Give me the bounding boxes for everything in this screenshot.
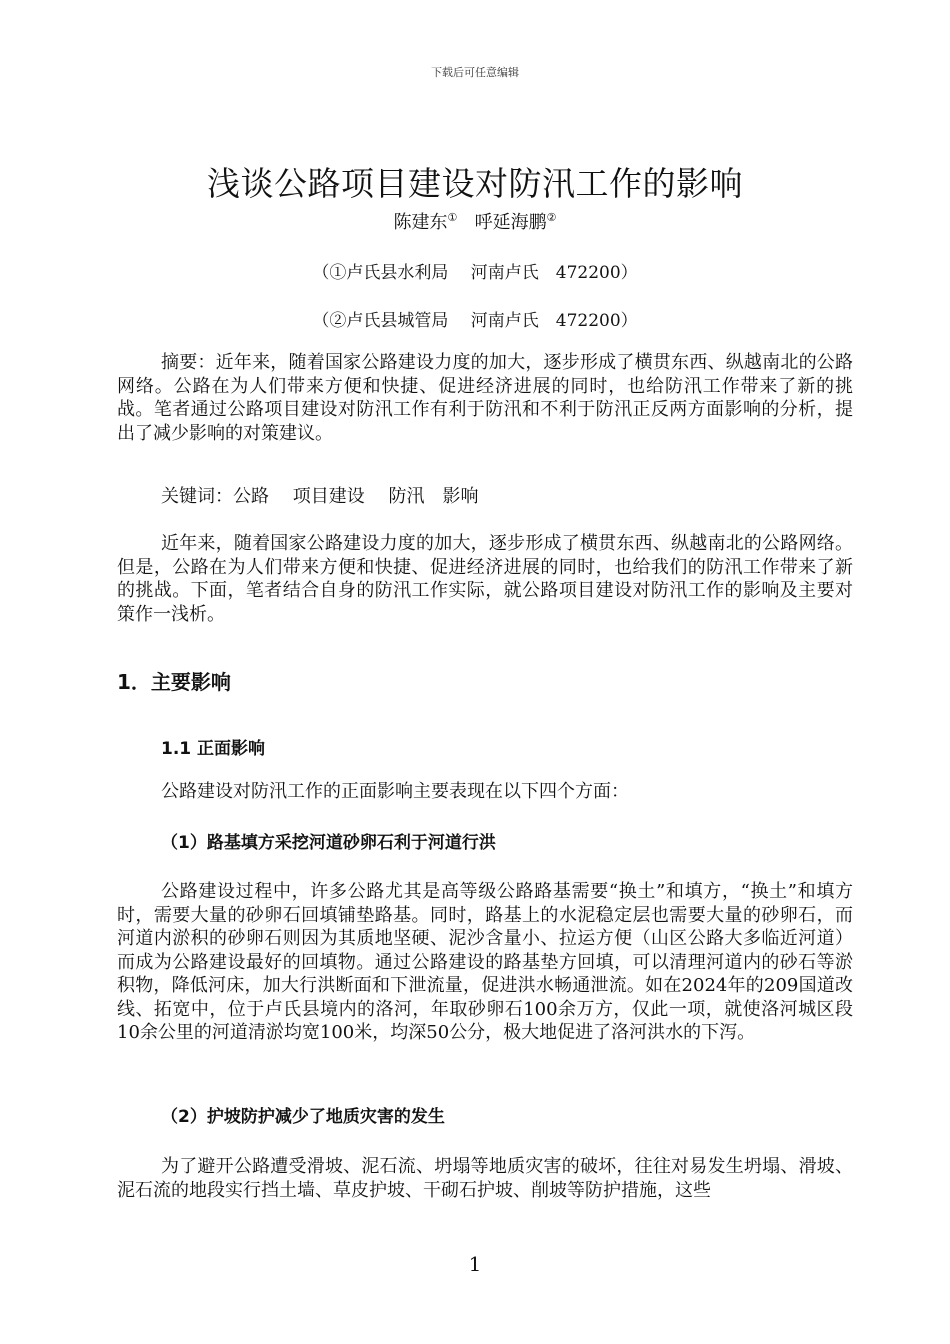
intro-paragraph: 近年来，随着国家公路建设力度的加大，逐步形成了横贯东西、纵越南北的公路网络。但是，公路在为人们带来方便和快捷、促进经济进展的同时，也给我们的防汛工作带来了新的挑战。下面，笔者结合自身的防汛工作实际，就公路项目建设对防汛工作的影响及主要对策作一浅析。 <box>117 533 853 625</box>
section-heading: 1．主要影响 <box>117 670 231 694</box>
author-mark: ① <box>447 211 458 224</box>
item-heading-1: （1）路基填方采挖河道砂卵石利于河道行洪 <box>161 833 496 853</box>
affiliation-1: （①卢氏县水利局 河南卢氏 472200） <box>312 263 638 283</box>
document-title: 浅谈公路项目建设对防汛工作的影响 <box>207 164 743 203</box>
subsection-heading: 1.1 正面影响 <box>161 739 266 759</box>
abstract-paragraph: 摘要：近年来，随着国家公路建设力度的加大，逐步形成了横贯东西、纵越南北的公路网络。公路在为人们带来方便和快捷、促进经济进展的同时，也给防汛工作带来了新的挑战。笔者通过公路项目建设对防汛工作有利于防汛和不利于防汛正反两方面影响的分析，提出了减少影响的对策建议。 <box>117 352 853 444</box>
page-number: 1 <box>468 1252 482 1276</box>
item-body-2: 为了避开公路遭受滑坡、泥石流、坍塌等地质灾害的破坏，往往对易发生坍塌、滑坡、泥石流的地段实行挡土墙、草皮护坡、干砌石护坡、削坡等防护措施，这些 <box>117 1156 853 1201</box>
subsection-intro: 公路建设对防汛工作的正面影响主要表现在以下四个方面： <box>161 781 629 802</box>
author-name: 呼延海鹏 <box>474 212 547 233</box>
author-line <box>0 208 950 234</box>
author-name: 陈建东 <box>393 212 448 233</box>
affiliation-2: （②卢氏县城管局 河南卢氏 472200） <box>312 311 638 331</box>
item-body-1: 公路建设过程中，许多公路尤其是高等级公路路基需要“换土”和填方，“换土”和填方时，需要大量的砂卵石回填铺垫路基。同时，路基上的水泥稳定层也需要大量的砂卵石，而河道内淤积的砂卵石则因为其质地坚硬、泥沙含量小、拉运方便（山区公路大多临近河道）而成为公路建设最好的回填物。通过公路建设的路基垫方回填，可以清理河道内的砂石等淤积物，降低河床，加大行洪断面和下泄流量，促进洪水畅通泄流。如在2024年的209国道改线、拓宽中，位于卢氏县境内的洛河，年取砂卵石100余万方，仅此一项，就使洛河城区段10余公里的河道清淤均宽100米，均深50公分，极大地促进了洛河洪水的下泻。 <box>117 881 853 1043</box>
page-header: 下载后可任意编辑 <box>431 66 519 79</box>
author-mark: ② <box>546 211 557 224</box>
keywords-line: 关键词：公路 项目建设 防汛 影响 <box>161 486 479 507</box>
item-heading-2: （2）护坡防护减少了地质灾害的发生 <box>161 1107 445 1127</box>
